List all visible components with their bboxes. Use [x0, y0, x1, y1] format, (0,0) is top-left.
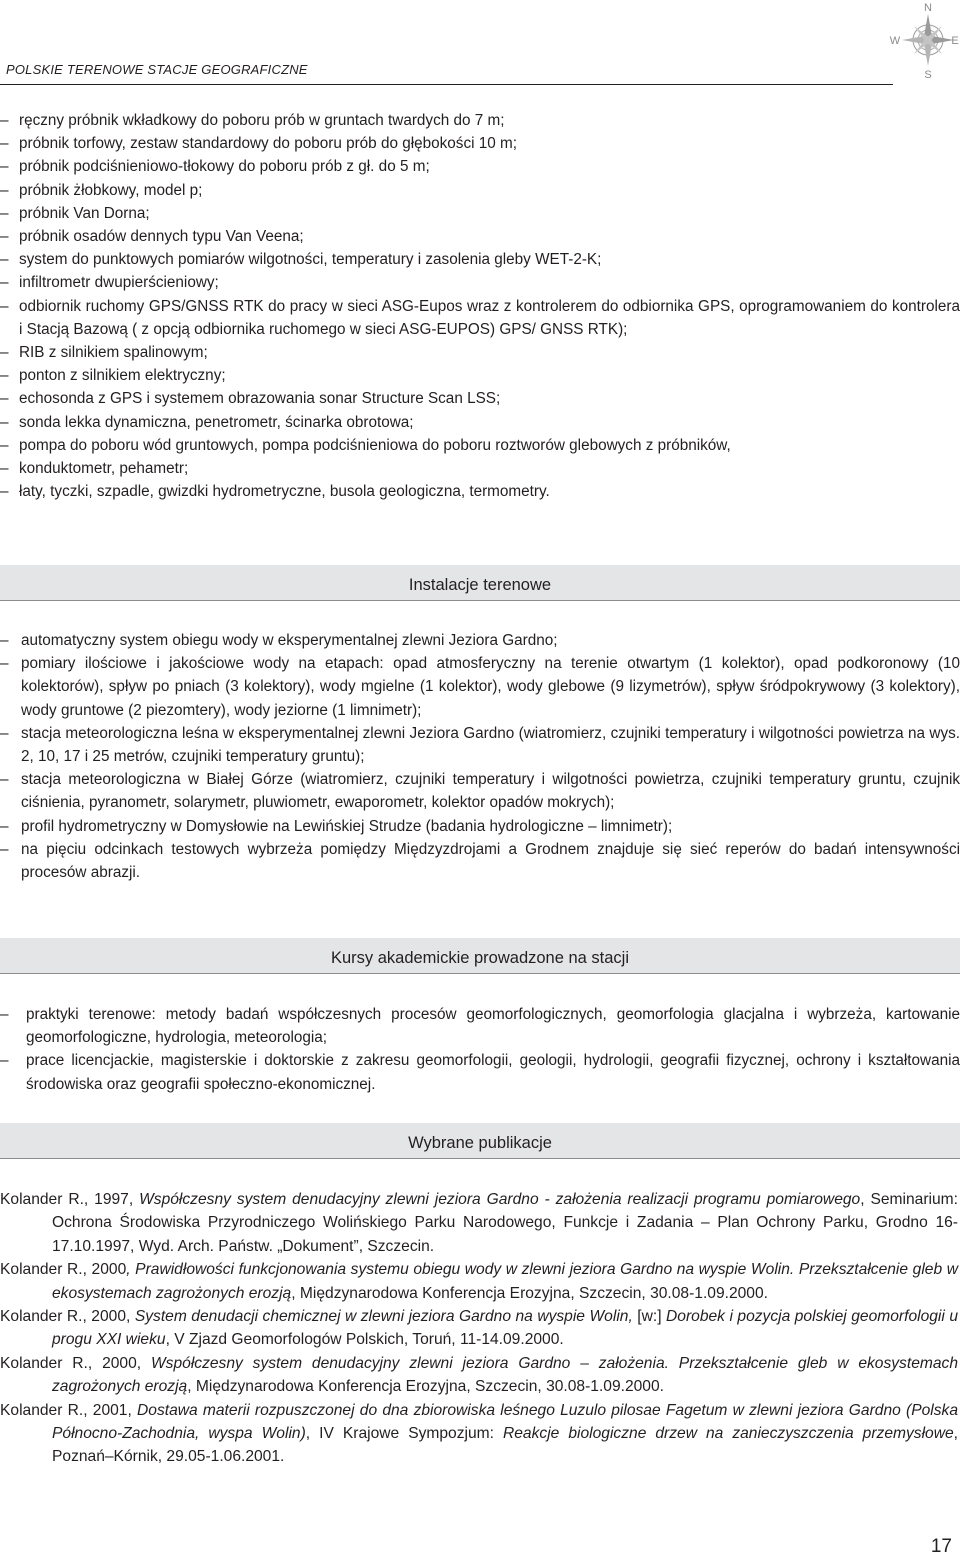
list-item: – ręczny próbnik wkładkowy do poboru prób w gruntach twardych do 7 m;	[0, 112, 505, 129]
list-item: – łaty, tyczki, szpadle, gwizdki hydrometryczne, busola geologiczna, termometry.	[0, 483, 550, 501]
publication-entry: Kolander R., 2000, System denudacji chemicznej w zlewni jeziora Gardno na wyspie Wolin, [w:] Dorobek i pozycja polskiej geomorfologii u progu XXI wieku, V Zjazd Geomorfologów Polskich, Toruń, 11-14.09.2000.	[0, 1308, 959, 1349]
compass-w-label: W	[889, 35, 901, 47]
running-header-title: POLSKIE TERENOWE STACJE GEOGRAFICZNE	[6, 62, 308, 77]
list-item: – infiltrometr dwupierścieniowy;	[0, 274, 219, 292]
page-number: 17	[930, 1536, 952, 1557]
list-item: – prace licencjackie, magisterskie i doktorskie z zakresu geomorfologii, geologii, hydrologii, geografii fizycznej, ochrony i kształtowania środowiska oraz geografii społeczno-ekonomicznej.	[0, 1052, 960, 1093]
equipment-list	[0, 109, 960, 503]
list-item: – stacja meteorologiczna w Białej Górze (wiatromierz, czujniki temperatury i wilgotności powietrza, czujniki temperatury gruntu, czujnik ciśnienia, pyranometr, solarymetr, pluwiometr, ewaporometr, kolektor opadów mokrych);	[0, 771, 960, 812]
compass-n-label: N	[924, 2, 932, 14]
list-item: – system do punktowych pomiarów wilgotności, temperatury i zasolenia gleby WET-2-K;	[0, 251, 602, 269]
list-item: – praktyki terenowe: metody badań współczesnych procesów geomorfologicznych, geomorfologia glacjalna i wybrzeża, kartowanie geomorfologiczne, hydrologia, meteorologia;	[0, 1006, 960, 1047]
compass-s-label: S	[924, 69, 932, 81]
list-item: – automatyczny system obiegu wody w eksperymentalnej zlewni Jeziora Gardno;	[0, 632, 558, 649]
list-item: – echosonda z GPS i systemem obrazowania sonar Structure Scan LSS;	[0, 390, 501, 408]
list-item: – próbnik osadów dennych typu Van Veena;	[0, 228, 304, 246]
publication-entry: Kolander R., 1997, Współczesny system denudacyjny zlewni jeziora Gardno - założenia realizacji programu pomiarowego, Seminarium: Ochrona Środowiska Przyrodniczego Wolińskiego Parku Narodowego, Funkcje i Zadania – Plan Ochrony Parku, Grodno 16-17.10.1997, Wyd. Arch. Państw. „Dokument”, Szczecin.	[0, 1191, 958, 1255]
publication-entry: Kolander R., 2000, Współczesny system denudacyjny zlewni jeziora Gardno – założenia. Przekształcenie gleb w ekosystemach zagrożonych erozją, Międzynarodowa Konferencja Erozyjna, Szczecin, 30.08-1.09.2000.	[0, 1354, 958, 1396]
list-item: – próbnik żłobkowy, model p;	[0, 181, 203, 199]
list-item: – ponton z silnikiem elektryczny;	[0, 367, 226, 385]
compass-e-label: E	[951, 35, 959, 47]
list-item: – próbnik torfowy, zestaw standardowy do poboru prób do głębokości 10 m;	[0, 135, 517, 153]
list-item: – pomiary ilościowe i jakościowe wody na etapach: opad atmosferyczny na terenie otwartym (1 kolektor), opad podkoronowy (10 kolektorów), spływ po pniach (3 kolektory), wody mgielne (1 kolektor), wody glebowe (9 lizymetrów), spływ śródpokrywowy (3 kolektory), wody gruntowe (2 piezomtery), wody jeziorne (1 limnimetr);	[0, 655, 960, 719]
field-installations-list	[0, 629, 960, 884]
list-item: – konduktometr, pehametr;	[0, 460, 189, 478]
compass-rose-icon	[888, 0, 960, 82]
section-heading-courses: Kursy akademickie prowadzone na stacji	[0, 938, 960, 974]
publication-entry: Kolander R., 2001, Dostawa materii rozpuszczonej do dna zbiorowiska leśnego Luzulo pilosae Fagetum w zlewni jeziora Gardno (Polska Północno-Zachodnia, wyspa Wolin), IV Krajowe Sympozjum: Reakcje biologiczne drzew na zanieczyszczenia przemysłowe, Poznań–Kórnik, 29.05-1.06.2001.	[0, 1401, 959, 1466]
publications-list	[0, 1188, 958, 1469]
list-item: – odbiornik ruchomy GPS/GNSS RTK do pracy w sieci ASG-Eupos wraz z kontrolerem do odbiornika GPS, oprogramowaniem do kontrolera i Stacją Bazową ( z opcją odbiornika ruchomego w sieci ASG-EUPOS) GPS/ GNSS RTK);	[0, 297, 960, 338]
list-item: – próbnik Van Dorna;	[0, 204, 150, 222]
list-item: – na pięciu odcinkach testowych wybrzeża pomiędzy Międzyzdrojami a Grodnem znajduje się sieć reperów do badań intensywności procesów abrazji.	[0, 840, 960, 882]
list-item: – stacja meteorologiczna leśna w eksperymentalnej zlewni Jeziora Gardno (wiatromierz, czujniki temperatury i wilgotności powietrza na wys. 2, 10, 17 i 25 metrów, czujniki temperatury gruntu);	[0, 724, 960, 766]
list-item: – próbnik podciśnieniowo-tłokowy do poboru prób z gł. do 5 m;	[0, 158, 430, 176]
list-item: – RIB z silnikiem spalinowym;	[0, 344, 208, 362]
publication-entry: Kolander R., 2000, Prawidłowości funkcjonowania systemu obiegu wody w zlewni jeziora Gardno na wyspie Wolin. Przekształcenie gleb w ekosystemach zagrożonych erozją, Międzynarodowa Konferencja Erozyjna, Szczecin, 30.08-1.09.2000.	[0, 1261, 959, 1302]
courses-list	[0, 1003, 960, 1096]
section-heading-publications: Wybrane publikacje	[0, 1123, 960, 1159]
list-item: – profil hydrometryczny w Domysłowie na Lewińskiej Strudze (badania hydrologiczne – limnimetr);	[0, 817, 673, 835]
header-rule	[0, 84, 893, 85]
list-item: – sonda lekka dynamiczna, penetrometr, ścinarka obrotowa;	[0, 413, 414, 431]
list-item: – pompa do poboru wód gruntowych, pompa podciśnieniowa do poboru roztworów glebowych z próbników,	[0, 436, 731, 454]
section-heading-field-installations: Instalacje terenowe	[0, 565, 960, 601]
